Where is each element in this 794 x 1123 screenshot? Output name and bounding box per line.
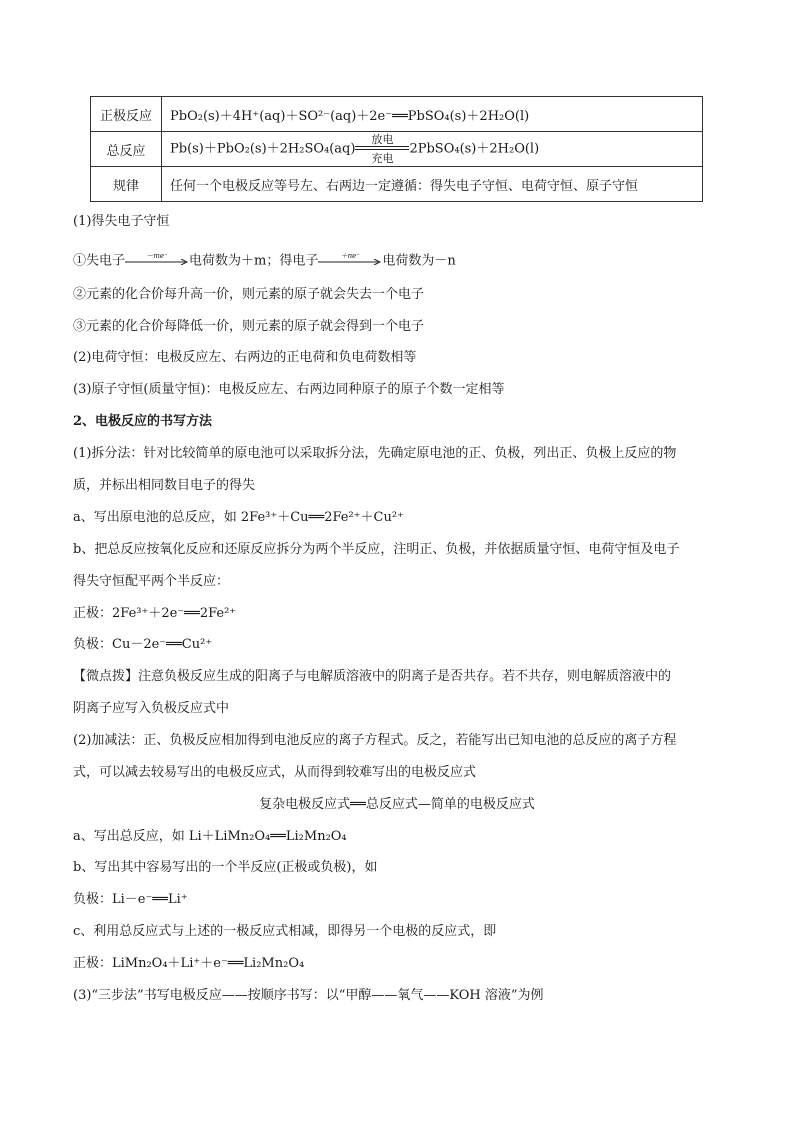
para-split-method-cont: 质，并标出相同数目电子的得失 <box>73 478 256 493</box>
total-reaction-left: Pb(s)＋PbO₂(s)＋2H₂SO₄(aq) <box>170 141 356 157</box>
reversible-arrow <box>355 134 409 164</box>
gain-electron-arrow <box>318 252 382 270</box>
para-step-b-cont: 得失守恒配平两个半反应： <box>73 574 230 589</box>
para-half-reaction: b、写出其中容易写出的一个半反应(正极或负极)，如 <box>73 860 378 875</box>
row-label: 总反应 <box>91 132 162 167</box>
tip-note-cont: 阴离子应写入负极反应式中 <box>73 701 230 716</box>
row-content: PbO₂(s)＋4H⁺(aq)＋SO²⁻(aq)＋2e⁻══PbSO₄(s)＋2H₂O(l) <box>162 97 703 132</box>
row-label: 规律 <box>91 167 162 202</box>
para-split-method: (1)拆分法：针对比较简单的原电池可以采取拆分法，先确定原电池的正、负极，列出正、负极上反应的物 <box>73 446 677 461</box>
charge-text: 电荷数为－n <box>382 253 456 269</box>
arrow-top-label: 放电 <box>371 133 394 146</box>
tip-note: 【微点拨】注意负极反应生成的阳离子与电解质溶液中的阴离子是否共存。若不共存，则电解质溶液中的 <box>73 669 672 684</box>
positive-electrode-li: 正极：LiMn₂O₄＋Li⁺＋e⁻══Li₂Mn₂O₄ <box>73 956 305 971</box>
negative-electrode-eq: 负极：Cu－2e⁻══Cu²⁺ <box>73 637 213 652</box>
para-add-subtract-cont: 式，可以减去较易写出的电极反应式，从而得到较难写出的电极反应式 <box>73 765 477 780</box>
right-arrow-icon <box>318 259 382 265</box>
negative-electrode-li: 负极：Li－e⁻══Li⁺ <box>73 892 188 907</box>
para-charge-conservation: (2)电荷守恒：电极反应左、右两边的正电荷和负电荷数相等 <box>73 350 417 365</box>
para-valence-down: ③元素的化合价每降低一价，则元素的原子就会得到一个电子 <box>73 319 425 334</box>
arrow-label: －me⁻ <box>146 252 168 260</box>
row-label: 正极反应 <box>91 97 162 132</box>
para-total-reaction: a、写出总反应，如 Li＋LiMn₂O₄══Li₂Mn₂O₄ <box>73 829 347 844</box>
electrode-rules-table <box>90 96 703 202</box>
para-step-b: b、把总反应按氧化反应和还原反应拆分为两个半反应，注明正、负极，并依据质量守恒、电荷守恒及电子 <box>73 542 680 557</box>
row-content <box>162 132 703 167</box>
table-row <box>91 167 703 202</box>
para-valence-up: ②元素的化合价每升高一价，则元素的原子就会失去一个电子 <box>73 287 425 302</box>
table-row <box>91 97 703 132</box>
para-atom-conservation: (3)原子守恒(质量守恒)：电极反应左、右两边同种原子的原子个数一定相等 <box>73 382 505 397</box>
para-three-step: (3)“三步法”书写电极反应——按顺序书写：以“甲醇——氧气——KOH 溶液”为例 <box>73 988 544 1003</box>
para-electron-arrows <box>73 252 456 271</box>
gain-electron-text: 电荷数为＋m；得电子 <box>189 253 319 269</box>
table-row <box>91 132 703 167</box>
arrow-bottom-label: 充电 <box>371 152 394 165</box>
arrow-label: ＋ne⁻ <box>340 252 361 260</box>
total-reaction-right: 2PbSO₄(s)＋2H₂O(l) <box>409 141 540 157</box>
para-electron-conservation: (1)得失电子守恒 <box>73 214 170 229</box>
lose-electron-arrow <box>125 252 189 270</box>
row-content: 任何一个电极反应等号左、右两边一定遵循：得失电子守恒、电荷守恒、原子守恒 <box>162 167 703 202</box>
right-arrow-icon <box>125 259 189 265</box>
para-add-subtract: (2)加减法：正、负极反应相加得到电池反应的离子方程式。反之，若能写出已知电池的总反应的离子方程 <box>73 733 677 748</box>
positive-electrode-eq: 正极：2Fe³⁺＋2e⁻══2Fe²⁺ <box>73 606 237 621</box>
formula-centered: 复杂电极反应式══总反应式—简单的电极反应式 <box>259 797 535 812</box>
lose-electron-text: ①失电子 <box>73 253 126 269</box>
para-subtract: c、利用总反应式与上述的一极反应式相减，即得另一个电极的反应式，即 <box>73 924 497 939</box>
para-step-a: a、写出原电池的总反应，如 2Fe³⁺＋Cu══2Fe²⁺＋Cu²⁺ <box>73 510 404 525</box>
section-heading: 2、电极反应的书写方法 <box>73 414 213 429</box>
